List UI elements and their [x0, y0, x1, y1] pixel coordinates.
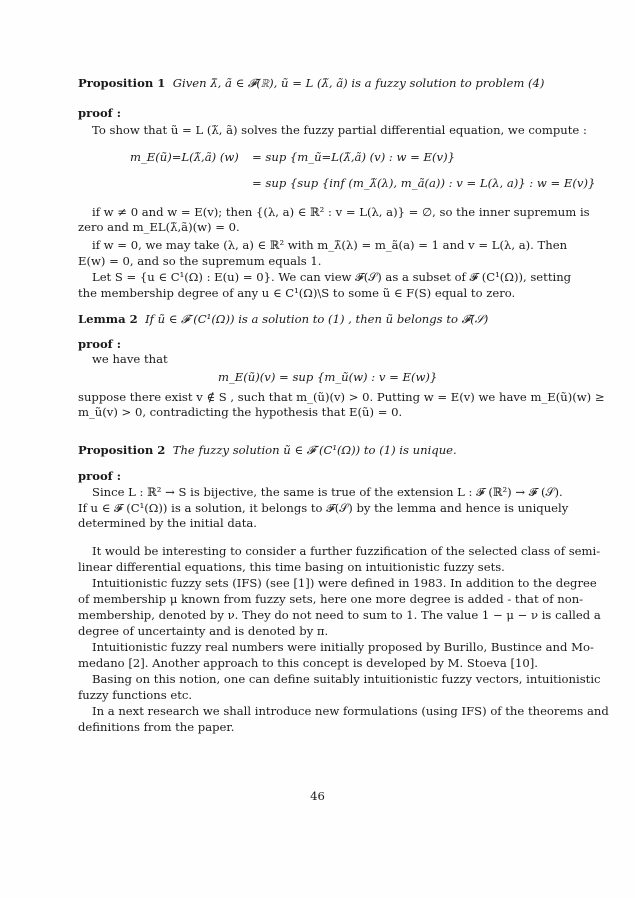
equation-2-rhs: = sup {sup {inf (m_λ̃(λ), m_ã(a)) : v = L(λ, a)} : w = E(v)} [252, 176, 596, 190]
proposition-1 [78, 76, 544, 90]
paragraph-line: In a next research we shall introduce new formulations (using IFS) of the theorems and [92, 704, 609, 718]
proof-label: proof : [78, 469, 121, 483]
proposition-1-statement: Given λ̃, ã ∈ 𝓕(ℝ), ũ = L (λ̃, ã) is a fuzzy solution to problem (4) [172, 76, 545, 90]
paragraph-line: Intuitionistic fuzzy sets (IFS) (see [1]) were defined in 1983. In addition to the degree [92, 576, 597, 590]
paragraph-line: suppose there exist v ∉ S , such that m_(ũ)(v) > 0. Putting w = E(v) we have m_E(ũ)(w) ≥ [78, 390, 605, 404]
paragraph-line: It would be interesting to consider a further fuzzification of the selected class of semi- [92, 544, 601, 558]
page-number: 46 [310, 789, 325, 803]
paragraph-line: the membership degree of any u ∈ C¹(Ω)\S to some ũ ∈ F(S) equal to zero. [78, 286, 516, 300]
paragraph-line: Basing on this notion, one can define suitably intuitionistic fuzzy vectors, intuitionistic [92, 672, 601, 686]
proposition-2-heading: Proposition 2 [78, 443, 166, 457]
lemma-2 [78, 312, 488, 326]
paragraph-line: determined by the initial data. [78, 516, 257, 530]
equation-1-lhs: m_E(ũ)=L(λ̃,ã) (w) [130, 150, 239, 164]
proof-label: proof : [78, 106, 121, 120]
lemma-2-statement: If ũ ∈ 𝓕 (C¹(Ω)) is a solution to (1) , then ũ belongs to 𝓕(𝒮) [145, 312, 489, 326]
paragraph-line: Let S = {u ∈ C¹(Ω) : E(u) = 0}. We can view 𝓕(𝒮) as a subset of 𝓕 (C¹(Ω)), setting [92, 270, 572, 284]
equation-lemma: m_E(ũ)(v) = sup {m_ũ(w) : v = E(w)} [218, 370, 438, 384]
paragraph-line: fuzzy functions etc. [78, 688, 193, 702]
proof-2-intro: we have that [92, 352, 168, 366]
paragraph-line: Since L : ℝ² → S is bijective, the same is true of the extension L : 𝓕 (ℝ²) → 𝓕 (𝒮). [92, 485, 563, 499]
paragraph-line: medano [2]. Another approach to this concept is developed by M. Stoeva [10]. [78, 656, 538, 670]
paragraph-line: E(w) = 0, and so the supremum equals 1. [78, 254, 322, 268]
paragraph-line: zero and m_EL(λ̃,ã)(w) = 0. [78, 220, 240, 234]
paragraph-line: membership, denoted by ν. They do not need to sum to 1. The value 1 − μ − ν is called a [78, 608, 601, 622]
paragraph-line: degree of uncertainty and is denoted by π. [78, 624, 329, 638]
paragraph-line: If u ∈ 𝓕 (C¹(Ω)) is a solution, it belongs to 𝓕(𝒮) by the lemma and hence is uniquely [78, 501, 569, 515]
proposition-1-heading: Proposition 1 [78, 76, 166, 90]
paragraph-line: of membership μ known from fuzzy sets, here one more degree is added - that of non- [78, 592, 584, 606]
paragraph-line: linear differential equations, this time basing on intuitionistic fuzzy sets. [78, 560, 505, 574]
paragraph-line: if w ≠ 0 and w = E(v); then {(λ, a) ∈ ℝ² : v = L(λ, a)} = ∅, so the inner supremum is [92, 205, 590, 219]
proposition-2 [78, 443, 457, 457]
paragraph-line: Intuitionistic fuzzy real numbers were initially proposed by Burillo, Bustince and Mo- [92, 640, 594, 654]
paragraph-line: if w = 0, we may take (λ, a) ∈ ℝ² with m_λ̃(λ) = m_ã(a) = 1 and v = L(λ, a). Then [92, 238, 568, 252]
proof-1-intro: To show that ũ = L (λ̃, ã) solves the fuzzy partial differential equation, we compute : [92, 123, 587, 137]
paragraph-line: m_ũ(v) > 0, contradicting the hypothesis that E(ũ) = 0. [78, 405, 403, 419]
paragraph-line: definitions from the paper. [78, 720, 235, 734]
proposition-2-statement: The fuzzy solution ũ ∈ 𝓕 (C¹(Ω)) to (1) is unique. [172, 443, 457, 457]
equation-1-rhs: = sup {m_ũ=L(λ̃,ã) (v) : w = E(v)} [252, 150, 455, 164]
lemma-2-heading: Lemma 2 [78, 312, 138, 326]
proof-label: proof : [78, 337, 121, 351]
